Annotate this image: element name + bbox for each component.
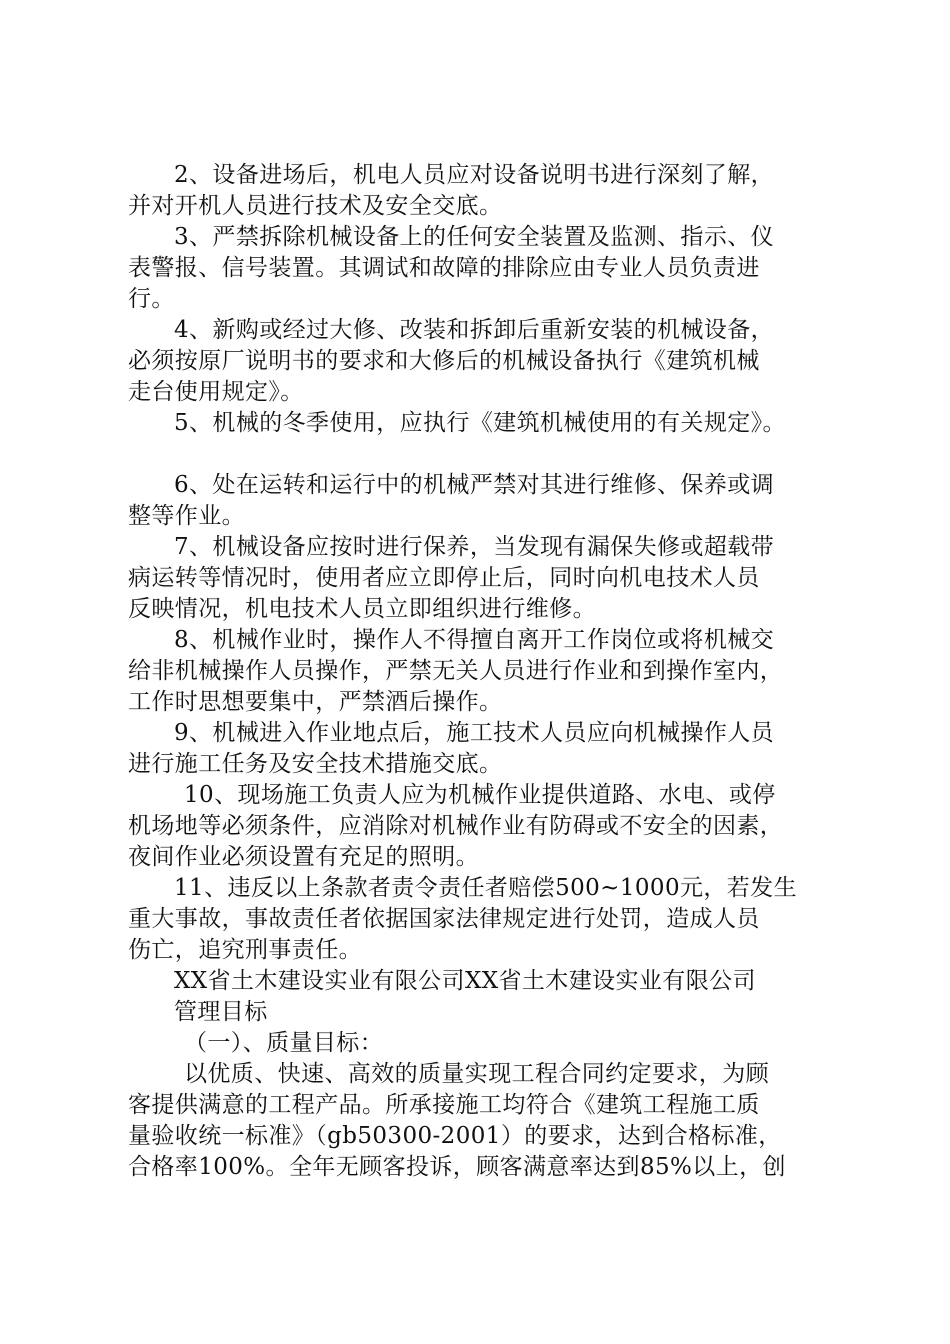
paragraph-line: 9、机械进入作业地点后，施工技术人员应向机械操作人员 [174, 720, 775, 746]
paragraph-line: 走台使用规定》。 [128, 379, 304, 405]
section-heading-management-goals [128, 997, 840, 1028]
paragraph-8 [128, 625, 840, 718]
paragraph-line: 合格率100%。全年无顾客投诉，顾客满意率达到85%以上，创 [128, 1154, 786, 1180]
paragraph-line: 并对开机人员进行技术及安全交底。 [128, 193, 503, 219]
paragraph-6 [128, 470, 840, 532]
paragraph-line: 3、严禁拆除机械设备上的任何安全装置及监测、指示、仪 [174, 224, 775, 250]
paragraph-3 [128, 222, 840, 315]
paragraph-line: 以优质、快速、高效的质量实现工程合同约定要求，为顾 [184, 1061, 769, 1087]
paragraph-line: 8、机械作业时，操作人不得擅自离开工作岗位或将机械交 [174, 627, 775, 653]
paragraph-11 [128, 873, 840, 966]
paragraph-line: 给非机械操作人员操作，严禁无关人员进行作业和到操作室内， [128, 658, 784, 684]
paragraph-line: 行。 [128, 286, 175, 312]
paragraph-line: 7、机械设备应按时进行保养，当发现有漏保失修或超载带 [174, 534, 775, 560]
paragraph-line: XX省土木建设实业有限公司XX省土木建设实业有限公司 [174, 968, 756, 994]
paragraph-7 [128, 532, 840, 625]
paragraph-line: 工作时思想要集中，严禁酒后操作。 [128, 689, 503, 715]
paragraph-line: 11、违反以上条款者责令责任者赔偿500~1000元，若发生 [174, 875, 797, 901]
paragraph-line: 必须按原厂说明书的要求和大修后的机械设备执行《建筑机械 [128, 348, 760, 374]
paragraph-line: 2、设备进场后，机电人员应对设备说明书进行深刻了解， [174, 162, 775, 188]
paragraph-line: 6、处在运转和运行中的机械严禁对其进行维修、保养或调 [174, 472, 775, 498]
paragraph-line: 进行施工任务及安全技术措施交底。 [128, 751, 503, 777]
paragraph-quality-goals [128, 1059, 840, 1183]
paragraph-line: 管理目标 [174, 999, 268, 1025]
paragraph-line: 客提供满意的工程产品。所承接施工均符合《建筑工程施工质 [128, 1092, 760, 1118]
paragraph-9 [128, 718, 840, 780]
paragraph-line: 10、现场施工负责人应为机械作业提供道路、水电、或停 [184, 782, 776, 808]
paragraph-line: 机场地等必须条件，应消除对机械作业有防碍或不安全的因素， [128, 813, 784, 839]
paragraph-line: 整等作业。 [128, 503, 245, 529]
paragraph-line: 病运转等情况时，使用者应立即停止后，同时向机电技术人员 [128, 565, 760, 591]
paragraph-line: 量验收统一标准》（gb50300-2001）的要求，达到合格标准， [128, 1123, 782, 1149]
paragraph-line: 表警报、信号装置。其调试和故障的排除应由专业人员负责进 [128, 255, 760, 281]
subsection-heading-quality-goals [128, 1028, 840, 1059]
paragraph-2 [128, 160, 840, 222]
paragraph-line: （一）、质量目标： [184, 1030, 384, 1056]
paragraph-line: 重大事故，事故责任者依据国家法律规定进行处罚，造成人员 [128, 906, 760, 932]
document-body [128, 160, 840, 1183]
paragraph-5 [128, 408, 840, 439]
paragraph-4 [128, 315, 840, 408]
paragraph-line: 5、机械的冬季使用，应执行《建筑机械使用的有关规定》。 [174, 410, 786, 436]
paragraph-line: 4、新购或经过大修、改装和拆卸后重新安装的机械设备， [174, 317, 775, 343]
paragraph-line: 反映情况，机电技术人员立即组织进行维修。 [128, 596, 596, 622]
paragraph-line: 伤亡，追究刑事责任。 [128, 937, 362, 963]
paragraph-line: 夜间作业必须设置有充足的照明。 [128, 844, 479, 870]
company-name-line [128, 966, 840, 997]
paragraph-10 [128, 780, 840, 873]
